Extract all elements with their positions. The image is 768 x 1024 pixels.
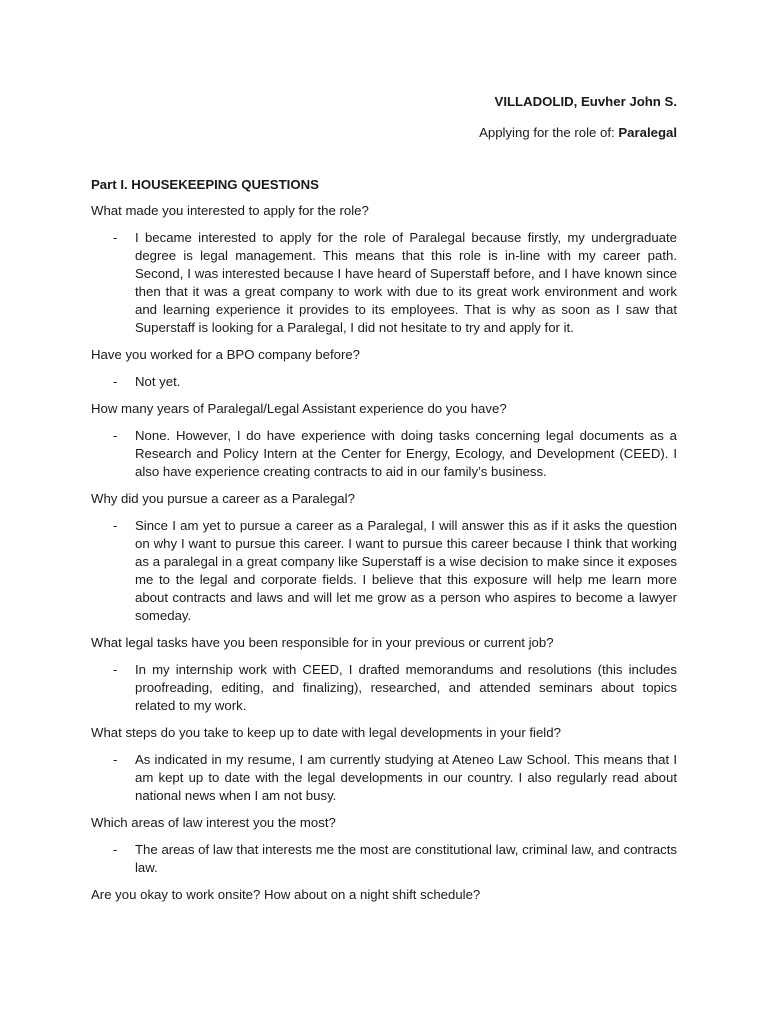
question-7: Which areas of law interest you the most? xyxy=(91,815,336,830)
role-prefix: Applying for the role of: xyxy=(479,125,619,140)
question-4: Why did you pursue a career as a Paralegal? xyxy=(91,491,355,506)
bullet-dash: - xyxy=(113,230,118,245)
bullet-dash: - xyxy=(113,518,118,533)
question-1: What made you interested to apply for the role? xyxy=(91,203,369,218)
bullet-dash: - xyxy=(113,662,118,677)
answer-2 xyxy=(91,373,677,391)
bullet-dash: - xyxy=(113,374,118,389)
answer-text: Not yet. xyxy=(135,374,181,389)
answer-5 xyxy=(91,661,677,715)
answer-1 xyxy=(91,229,677,337)
answer-text: As indicated in my resume, I am currently studying at Ateneo Law School. This means that I am kept up to date with the legal developments in our country. I also regularly read about national news when I am not busy. xyxy=(135,752,677,803)
document-header xyxy=(479,94,677,141)
role-line xyxy=(479,125,677,141)
answer-4 xyxy=(91,517,677,625)
answer-text: In my internship work with CEED, I drafted memorandums and resolutions (this includes proofreading, editing, and finalizing), researched, and attended seminars about topics related to my work. xyxy=(135,662,677,713)
bullet-dash: - xyxy=(113,428,118,443)
answer-text: The areas of law that interests me the most are constitutional law, criminal law, and contracts law. xyxy=(135,842,677,875)
question-3: How many years of Paralegal/Legal Assistant experience do you have? xyxy=(91,401,507,416)
bullet-dash: - xyxy=(113,842,118,857)
answer-3 xyxy=(91,427,677,481)
answer-7 xyxy=(91,841,677,877)
answer-text: I became interested to apply for the role of Paralegal because firstly, my undergraduate degree is legal management. This means that this role is in-line with my career path. Second, I was interested because I have heard of Superstaff before, and I have known since then that it was a great company to work with due to its great work environment and work and learning experience it provides to its employees. That is why as soon as I saw that Superstaff is looking for a Paralegal, I did not hesitate to try and apply for it. xyxy=(135,230,677,335)
role-value: Paralegal xyxy=(618,125,677,140)
bullet-dash: - xyxy=(113,752,118,767)
applicant-name: VILLADOLID, Euvher John S. xyxy=(494,94,677,109)
answer-text: Since I am yet to pursue a career as a Paralegal, I will answer this as if it asks the question on why I want to pursue this career. I want to pursue this career because I think that working as a paralegal in a great company like Superstaff is a wise decision to make since it exposes me to the legal and corporate fields. I believe that this exposure will help me learn more about contracts and laws and will let me grow as a person who aspires to become a lawyer someday. xyxy=(135,518,677,623)
question-5: What legal tasks have you been responsible for in your previous or current job? xyxy=(91,635,554,650)
question-6: What steps do you take to keep up to date with legal developments in your field? xyxy=(91,725,561,740)
question-2: Have you worked for a BPO company before? xyxy=(91,347,361,362)
question-8: Are you okay to work onsite? How about on a night shift schedule? xyxy=(91,887,481,902)
document-body xyxy=(91,177,677,913)
answer-text: None. However, I do have experience with doing tasks concerning legal documents as a Research and Policy Intern at the Center for Energy, Ecology, and Development (CEED). I also have experience creating contracts to aid in our family’s business. xyxy=(135,428,677,479)
answer-6 xyxy=(91,751,677,805)
section-title: Part I. HOUSEKEEPING QUESTIONS xyxy=(91,177,319,192)
